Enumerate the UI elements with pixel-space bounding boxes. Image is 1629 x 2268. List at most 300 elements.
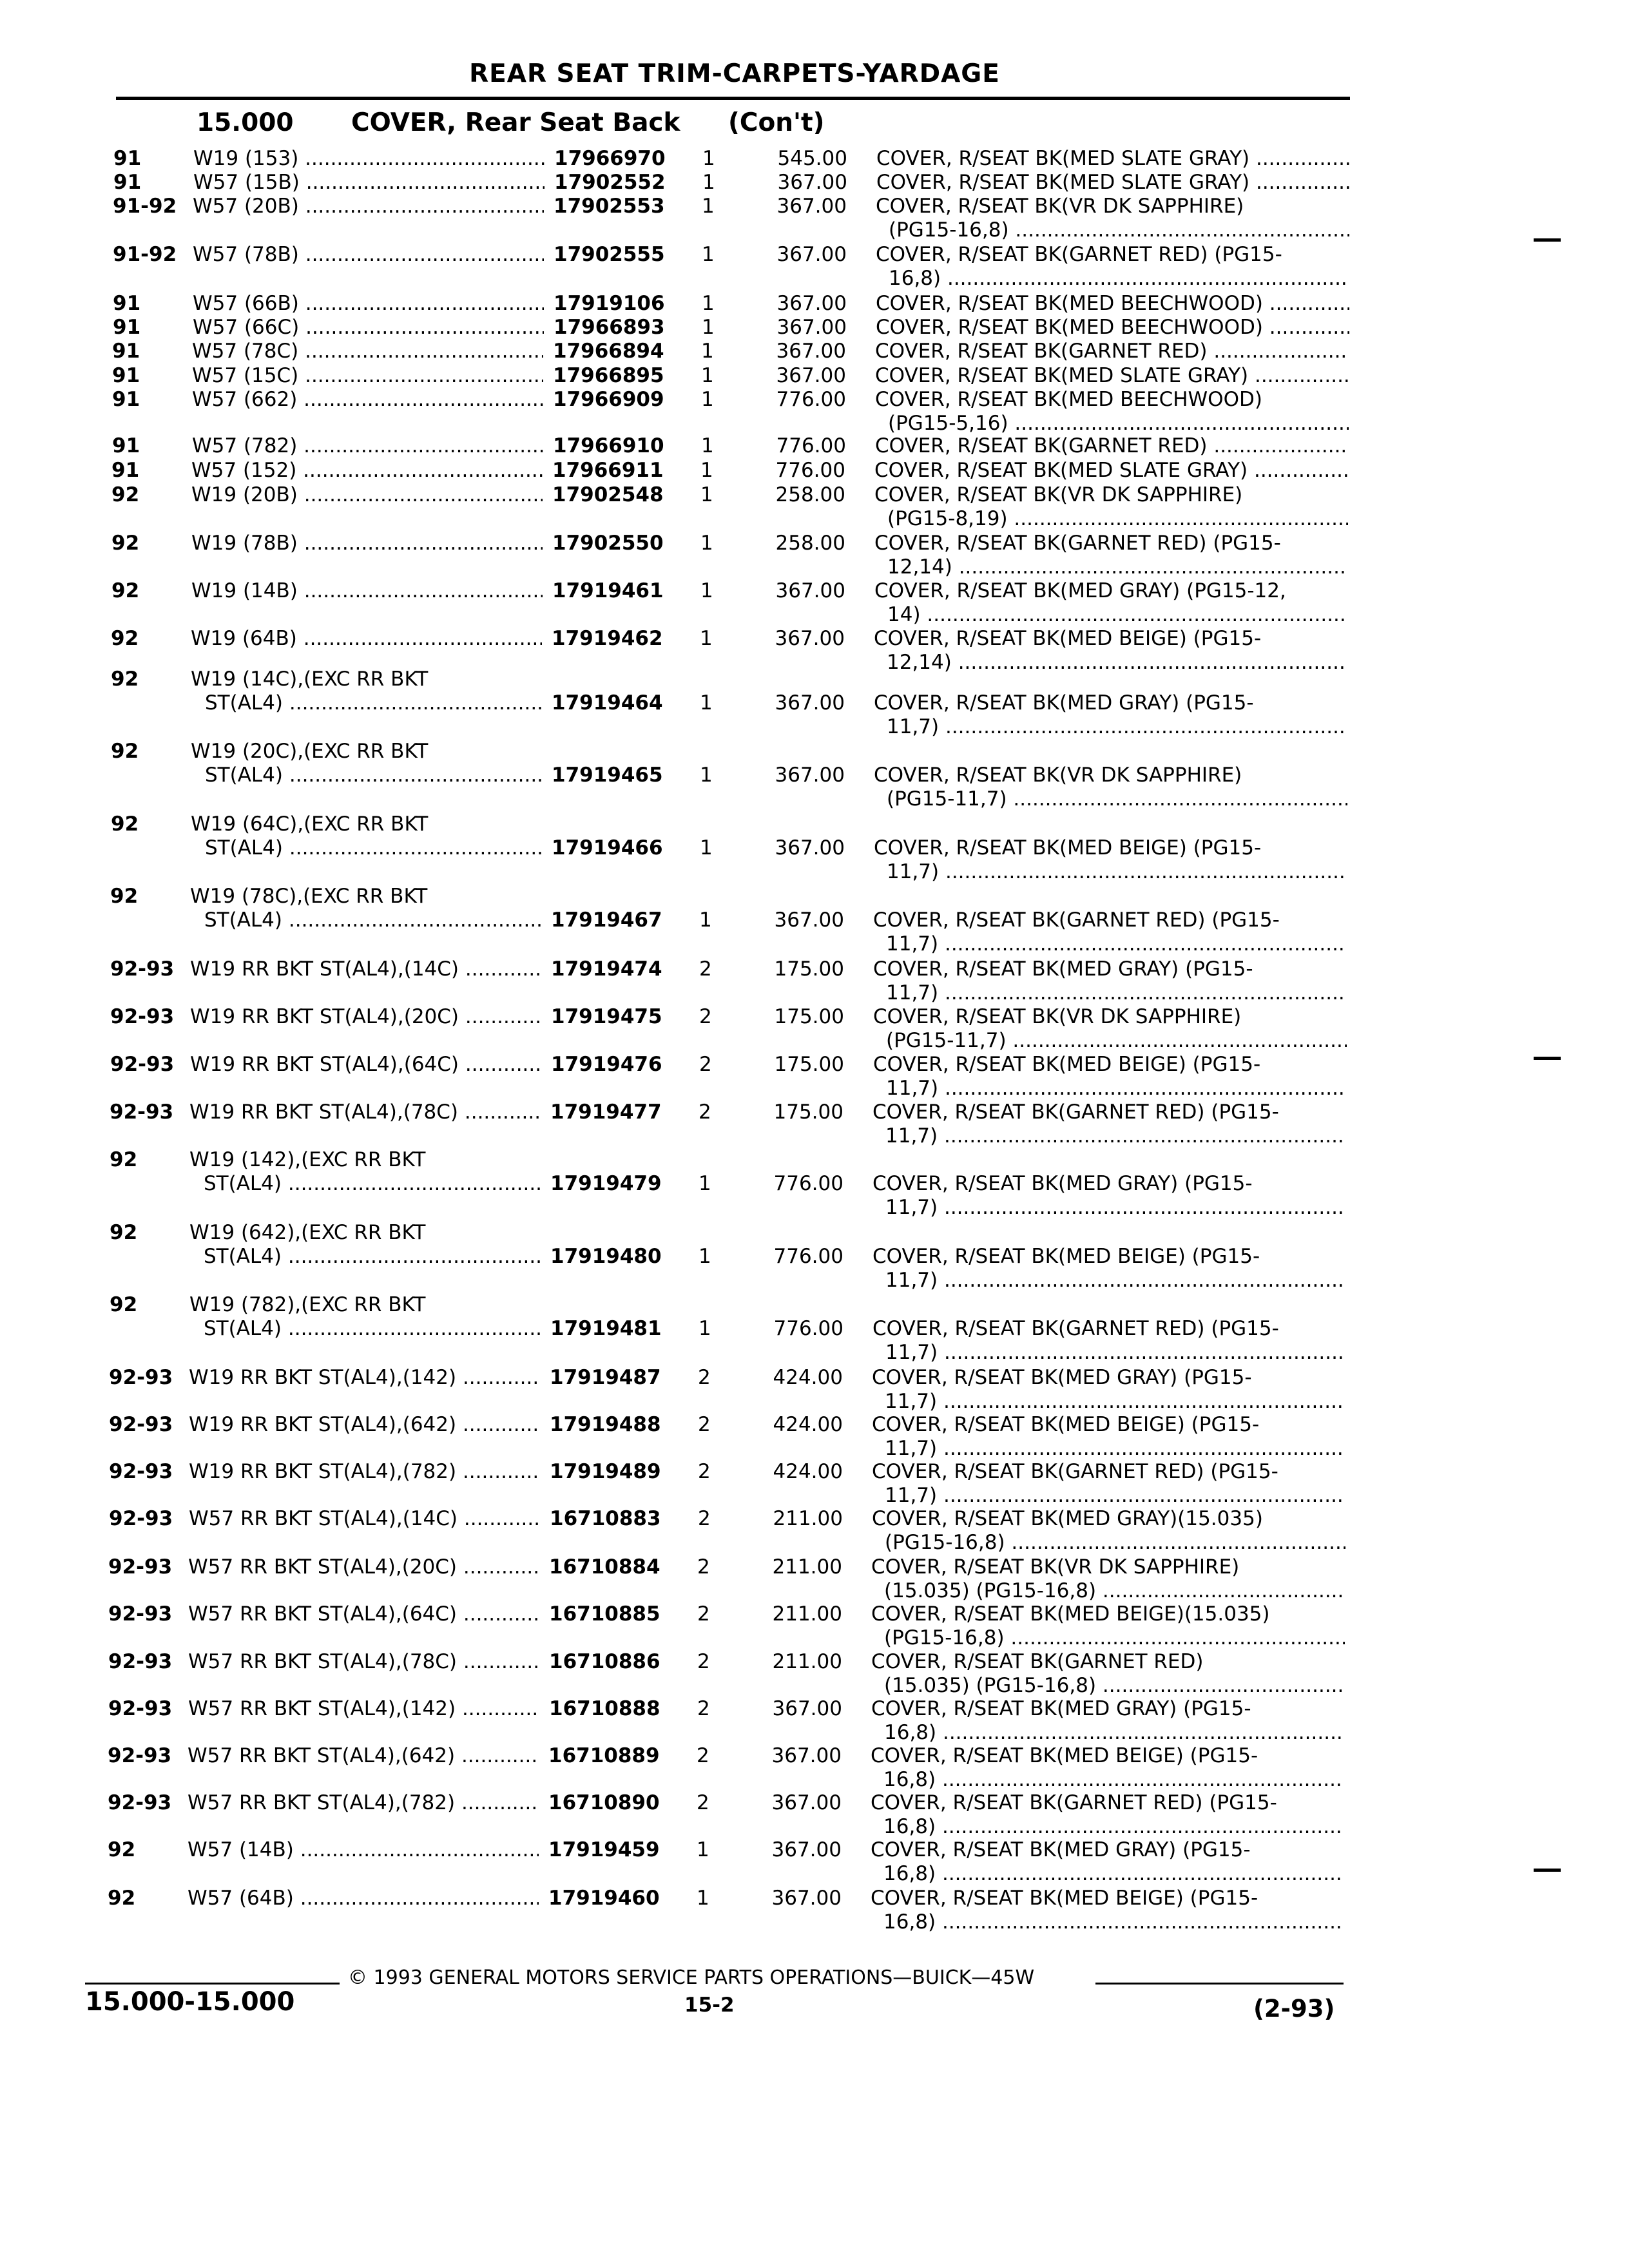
part-number: 17919461 [552,579,664,602]
description-line: 11,7) ..... [872,1196,1346,1220]
quantity: 2 [697,1791,709,1814]
footer-section-range: 15.000-15.000 [85,1987,295,2017]
model-code [193,195,544,218]
description-line: COVER, R/SEAT BK(MED BEIGE) (PG15- [871,1887,1258,1910]
model-year: 91-92 [113,243,177,266]
part-number: 17966893 [554,316,665,339]
description-line: (15.035) (PG15-16,8) ..... [871,1579,1345,1603]
quantity: 2 [698,1460,711,1483]
model-code-line: W57 (782) ..... [192,434,543,458]
model-year: 91 [112,388,140,411]
model-code [189,1221,541,1269]
model-year: 92 [108,1838,136,1861]
part-number: 17919475 [551,1005,662,1028]
part-description [874,579,1348,627]
model-code [190,1005,541,1029]
quantity: 1 [701,364,714,387]
model-year: 92 [111,668,139,691]
section-code: 15.000 [197,108,294,137]
list-price: 776.00 [773,1172,843,1195]
part-description [871,1744,1344,1792]
model-code [188,1555,539,1579]
description-line: COVER, R/SEAT BK(VR DK SAPPHIRE) [874,764,1242,787]
part-description [872,1172,1346,1220]
model-code-line: ST(AL4) ..... [190,908,541,932]
description-line: COVER, R/SEAT BK(MED GRAY) (PG15- [871,1697,1251,1720]
part-number: 17919479 [550,1172,662,1195]
quantity: 1 [701,388,714,411]
model-code-line: W57 (78C) ..... [192,340,543,363]
part-number: 16710884 [549,1555,660,1579]
description-line: 16,8) ..... [871,1862,1344,1886]
model-code [191,483,543,507]
part-description [871,1650,1345,1698]
description-line: (PG15-8,19) ..... [874,507,1348,531]
model-code [188,1791,539,1815]
description-line: 16,8) ..... [871,1768,1344,1792]
model-code-line: W19 (64C),(EXC RR BKT [191,812,429,836]
description-line: COVER, R/SEAT BK(MED BEECHWOOD) [875,388,1262,411]
model-code-line: W57 (662) ..... [192,388,543,412]
description-line: COVER, R/SEAT BK(MED BEIGE) (PG15- [874,627,1262,650]
model-code-line: W57 (15B) ..... [193,171,545,195]
margin-tick [1534,1057,1561,1060]
description-line: COVER, R/SEAT BK(MED BEIGE) (PG15- [871,1744,1258,1767]
model-code-line: W57 RR BKT ST(AL4),(642) ..... [188,1744,539,1768]
list-price: 776.00 [776,388,846,411]
part-description [874,836,1347,884]
model-year: 92-93 [110,957,175,981]
model-code [193,171,545,195]
description-line: 11,7) ..... [872,1484,1345,1508]
model-code [189,1460,540,1484]
description-line: COVER, R/SEAT BK(MED BEIGE) (PG15- [872,1413,1260,1436]
margin-tick [1534,1869,1561,1872]
quantity: 1 [700,483,713,506]
description-line: COVER, R/SEAT BK(GARNET RED) (PG15- [871,1791,1277,1814]
model-code [192,434,543,458]
description-line: COVER, R/SEAT BK(MED BEIGE) (PG15- [873,1053,1261,1076]
quantity: 2 [699,1100,711,1124]
model-code [188,1838,539,1862]
part-number: 17919481 [550,1317,662,1340]
model-code-line: W57 (66C) ..... [193,316,544,340]
part-number: 17919106 [554,292,665,315]
part-number: 17919460 [548,1887,660,1910]
list-price: 211.00 [772,1650,842,1673]
part-description [876,147,1350,171]
model-code-line: W19 RR BKT ST(AL4),(64C) ..... [190,1053,541,1077]
description-line: 11,7) ..... [873,932,1347,956]
list-price: 367.00 [775,836,845,860]
description-line: COVER, R/SEAT BK(MED GRAY) (PG15- [871,1838,1251,1861]
quantity: 1 [701,434,714,457]
part-description [876,171,1350,195]
model-code-line: W19 (20C),(EXC RR BKT [191,740,429,763]
model-code-line: W19 (14B) ..... [191,579,543,603]
list-price: 258.00 [775,483,845,506]
model-code-line: W19 (78B) ..... [191,532,543,555]
part-number: 17919462 [552,627,663,650]
page-title: REAR SEAT TRIM-CARPETS-YARDAGE [469,59,1000,88]
list-price: 175.00 [773,1100,843,1124]
model-code [192,364,543,388]
description-line: COVER, R/SEAT BK(GARNET RED) (PG15- [873,908,1280,932]
model-code-line: ST(AL4) ..... [189,1172,541,1196]
list-price: 367.00 [771,1838,842,1861]
description-line: (PG15-16,8) ..... [872,1531,1345,1555]
list-price: 776.00 [773,1245,843,1268]
model-code-line: W57 RR BKT ST(AL4),(14C) ..... [189,1507,540,1531]
model-code [191,627,542,651]
part-description [876,316,1349,340]
part-number: 17966909 [553,388,664,411]
model-year: 92-93 [109,1366,173,1389]
model-year: 92 [110,1221,138,1244]
list-price: 211.00 [772,1602,842,1626]
model-code-line: W57 RR BKT ST(AL4),(782) ..... [188,1791,539,1815]
quantity: 1 [699,908,712,932]
description-line: COVER, R/SEAT BK(MED SLATE GRAY) ..... [875,364,1349,388]
part-description [873,957,1347,1005]
description-line: 16,8) ..... [876,267,1349,291]
quantity: 1 [700,691,713,715]
model-code [193,292,544,316]
model-year: 92 [110,1293,138,1316]
description-line: COVER, R/SEAT BK(MED GRAY) (PG15- [874,691,1254,715]
list-price: 367.00 [774,908,844,932]
quantity: 1 [702,171,715,194]
description-line: COVER, R/SEAT BK(VR DK SAPPHIRE) [873,1005,1242,1028]
quantity: 1 [697,1887,709,1910]
part-description [875,364,1349,388]
model-code-line: W19 RR BKT ST(AL4),(78C) ..... [189,1100,541,1124]
model-code-line: W57 (66B) ..... [193,292,544,316]
part-number: 17902553 [554,195,665,218]
part-number: 17919474 [551,957,662,981]
part-description [872,1413,1345,1461]
model-code-line: ST(AL4) ..... [191,691,542,715]
description-line: 14) ..... [874,603,1348,627]
description-line: 11,7) ..... [872,1341,1346,1365]
quantity: 1 [700,836,713,860]
description-line: COVER, R/SEAT BK(MED BEIGE) (PG15- [872,1245,1260,1268]
model-code [191,532,543,555]
description-line: 16,8) ..... [871,1721,1345,1745]
quantity: 1 [697,1838,709,1861]
model-code-line: W19 RR BKT ST(AL4),(142) ..... [189,1366,540,1390]
quantity: 1 [700,532,713,555]
model-code [188,1650,539,1674]
quantity: 1 [699,1172,711,1195]
list-price: 776.00 [776,434,846,457]
quantity: 2 [697,1744,709,1767]
part-description [874,459,1348,483]
part-description [874,691,1347,739]
quantity: 1 [702,292,715,315]
part-number: 16710889 [548,1744,660,1767]
model-year: 91-92 [113,195,177,218]
part-description [871,1791,1344,1839]
model-year: 92 [110,885,139,908]
model-code [188,1887,539,1910]
header-rule [116,97,1350,100]
section-name: COVER, Rear Seat Back [351,108,680,137]
model-code-line: W57 RR BKT ST(AL4),(142) ..... [188,1697,539,1721]
part-number: 17902550 [552,532,664,555]
part-number: 17966911 [552,459,664,482]
part-description [872,1366,1345,1414]
model-code [191,579,543,603]
list-price: 776.00 [773,1317,843,1340]
part-description [872,1100,1346,1148]
model-code-line: W57 (15C) ..... [192,364,543,388]
model-code [188,1602,539,1626]
part-number: 17919467 [551,908,662,932]
list-price: 175.00 [774,1005,844,1028]
quantity: 1 [702,195,715,218]
margin-tick [1534,238,1561,242]
description-line: COVER, R/SEAT BK(GARNET RED) (PG15- [872,1460,1278,1483]
description-line: COVER, R/SEAT BK(GARNET RED) (PG15- [872,1317,1279,1340]
description-line: COVER, R/SEAT BK(MED SLATE GRAY) ..... [876,171,1350,195]
model-year: 91 [112,434,140,457]
list-price: 367.00 [775,691,845,715]
model-year: 92-93 [109,1413,173,1436]
part-description [872,1507,1345,1555]
part-number: 17966895 [553,364,664,387]
description-line: COVER, R/SEAT BK(VR DK SAPPHIRE) [876,195,1244,218]
model-year: 92 [111,627,139,650]
list-price: 367.00 [777,171,847,194]
model-year: 92 [111,579,140,602]
model-code-line: W19 (153) ..... [193,147,545,171]
part-description [872,1460,1345,1508]
list-price: 424.00 [773,1413,843,1436]
part-number: 17919459 [548,1838,660,1861]
model-year: 92-93 [110,1100,174,1124]
model-code [189,1100,541,1124]
part-number: 17919487 [550,1366,661,1389]
description-line: COVER, R/SEAT BK(VR DK SAPPHIRE) [874,483,1243,506]
model-code-line: W19 RR BKT ST(AL4),(642) ..... [189,1413,540,1437]
list-price: 367.00 [772,1697,842,1720]
model-year: 92-93 [109,1507,173,1530]
description-line: COVER, R/SEAT BK(MED BEIGE)(15.035) [871,1602,1270,1626]
quantity: 2 [697,1650,710,1673]
model-year: 92-93 [110,1005,175,1028]
model-code-line: W19 (78C),(EXC RR BKT [190,885,428,908]
list-price: 367.00 [775,627,845,650]
model-code-line: W57 RR BKT ST(AL4),(64C) ..... [188,1602,539,1626]
model-code-line: W19 RR BKT ST(AL4),(14C) ..... [190,957,541,981]
part-number: 17966894 [553,340,664,363]
description-line: (PG15-5,16) ..... [875,412,1349,436]
model-code [193,316,544,340]
quantity: 1 [702,243,715,266]
description-line: (PG15-16,8) ..... [871,1626,1345,1650]
model-code-line: W57 (78B) ..... [193,243,544,267]
model-code [188,1744,539,1768]
list-price: 776.00 [775,459,845,482]
quantity: 1 [700,627,713,650]
part-number: 17919464 [552,691,663,715]
part-number: 17919489 [550,1460,661,1483]
model-year: 92-93 [108,1791,172,1814]
description-line: 11,7) ..... [872,1124,1346,1148]
footer-copyright: © 1993 GENERAL MOTORS SERVICE PARTS OPERATIONS—BUICK—45W [348,1966,1035,1989]
part-number: 17919488 [550,1413,661,1436]
part-description [871,1555,1345,1603]
model-code-line: ST(AL4) ..... [189,1317,541,1341]
model-code [193,147,545,171]
quantity: 2 [699,1053,712,1076]
model-year: 91 [113,316,141,339]
description-line: COVER, R/SEAT BK(GARNET RED) ..... [875,434,1349,458]
model-code-line: W57 (14B) ..... [188,1838,539,1862]
quantity: 2 [697,1602,710,1626]
part-description [875,434,1349,458]
description-line: COVER, R/SEAT BK(MED BEECHWOOD) ..... [876,292,1349,316]
description-line: COVER, R/SEAT BK(GARNET RED) (PG15- [876,243,1282,266]
model-code-line: W57 (152) ..... [191,459,543,483]
list-price: 367.00 [776,340,846,363]
quantity: 2 [699,957,712,981]
description-line: 12,14) ..... [874,555,1348,579]
quantity: 1 [701,340,714,363]
part-description [876,243,1349,291]
part-number: 17902552 [554,171,666,194]
quantity: 2 [697,1555,710,1579]
model-code-line: W19 RR BKT ST(AL4),(782) ..... [189,1460,540,1484]
description-line: COVER, R/SEAT BK(GARNET RED) (PG15- [872,1100,1279,1124]
description-line: COVER, R/SEAT BK(MED SLATE GRAY) ..... [876,147,1350,171]
model-code [189,1507,540,1531]
model-code-line: ST(AL4) ..... [189,1245,541,1269]
model-code-line: W19 (642),(EXC RR BKT [189,1221,426,1244]
model-code-line: W19 (20B) ..... [191,483,543,507]
model-code [189,1148,541,1196]
description-line: 11,7) ..... [872,1390,1345,1414]
model-year: 92 [110,1148,138,1171]
part-number: 17966970 [554,147,666,170]
model-code-line: W19 (14C),(EXC RR BKT [191,668,429,691]
quantity: 1 [702,147,715,170]
list-price: 367.00 [776,364,846,387]
part-number: 17919476 [551,1053,662,1076]
model-code-line: W57 (64B) ..... [188,1887,539,1910]
quantity: 2 [698,1507,711,1530]
list-price: 258.00 [775,532,845,555]
model-year: 92 [111,812,139,836]
description-line: COVER, R/SEAT BK(MED GRAY) (PG15-12, [874,579,1286,602]
part-description [871,1838,1344,1886]
quantity: 1 [699,1245,711,1268]
model-code [188,1697,539,1721]
description-line: 11,7) ..... [873,981,1347,1005]
list-price: 367.00 [776,195,847,218]
part-number: 16710886 [549,1650,660,1673]
part-number: 17966910 [553,434,664,457]
description-line: 16,8) ..... [871,1910,1344,1934]
part-description [871,1602,1345,1650]
description-line: COVER, R/SEAT BK(GARNET RED) [871,1650,1204,1673]
model-year: 92-93 [108,1555,173,1579]
model-year: 91 [113,292,141,315]
part-description [874,483,1348,531]
part-description [871,1697,1345,1745]
model-code-line: W19 RR BKT ST(AL4),(20C) ..... [190,1005,541,1029]
quantity: 1 [699,1317,711,1340]
part-description [873,1005,1347,1053]
model-code [193,243,544,267]
description-line: (PG15-11,7) ..... [873,1029,1347,1053]
model-code-line: W19 (64B) ..... [191,627,542,651]
part-description [873,1053,1347,1100]
model-year: 92 [111,532,140,555]
model-code [192,340,543,363]
model-year: 91 [113,171,142,194]
part-number: 16710890 [548,1791,660,1814]
footer-rule-right [1095,1983,1344,1984]
description-line: COVER, R/SEAT BK(MED BEIGE) (PG15- [874,836,1262,860]
list-price: 424.00 [773,1460,843,1483]
model-year: 91 [113,147,142,170]
model-code [189,1366,540,1390]
part-description [875,340,1349,363]
quantity: 2 [698,1413,711,1436]
description-line: 11,7) ..... [872,1437,1345,1461]
description-line: COVER, R/SEAT BK(MED BEECHWOOD) ..... [876,316,1349,340]
description-line: COVER, R/SEAT BK(MED GRAY) (PG15- [872,1366,1252,1389]
model-code [190,957,541,981]
model-code-line: W19 (782),(EXC RR BKT [189,1293,426,1316]
list-price: 545.00 [777,147,847,170]
part-number: 16710885 [549,1602,660,1626]
part-description [876,292,1349,316]
model-year: 92 [111,740,139,763]
list-price: 367.00 [776,292,847,315]
part-number: 17919477 [550,1100,662,1124]
part-number: 16710888 [549,1697,660,1720]
model-code-line: W57 RR BKT ST(AL4),(20C) ..... [188,1555,539,1579]
list-price: 175.00 [774,957,844,981]
description-line: (15.035) (PG15-16,8) ..... [871,1674,1345,1698]
model-year: 92-93 [108,1744,172,1767]
description-line: COVER, R/SEAT BK(GARNET RED) (PG15- [874,532,1281,555]
description-line: 12,14) ..... [874,651,1347,675]
part-description [874,627,1347,675]
quantity: 2 [697,1697,710,1720]
model-code [191,668,542,715]
description-line: 11,7) ..... [874,715,1347,739]
part-number: 17919466 [552,836,663,860]
quantity: 2 [698,1366,711,1389]
model-code-line: ST(AL4) ..... [191,764,542,787]
model-year: 91 [112,364,140,387]
model-code [191,740,542,787]
list-price: 367.00 [771,1791,842,1814]
part-description [874,764,1347,811]
part-description [875,388,1349,436]
footer-rule-left [85,1983,340,1984]
model-code [192,388,543,412]
part-number: 17919465 [552,764,663,787]
part-description [876,195,1349,242]
list-price: 175.00 [774,1053,844,1076]
model-code-line: ST(AL4) ..... [191,836,542,860]
description-line: 11,7) ..... [872,1269,1346,1293]
